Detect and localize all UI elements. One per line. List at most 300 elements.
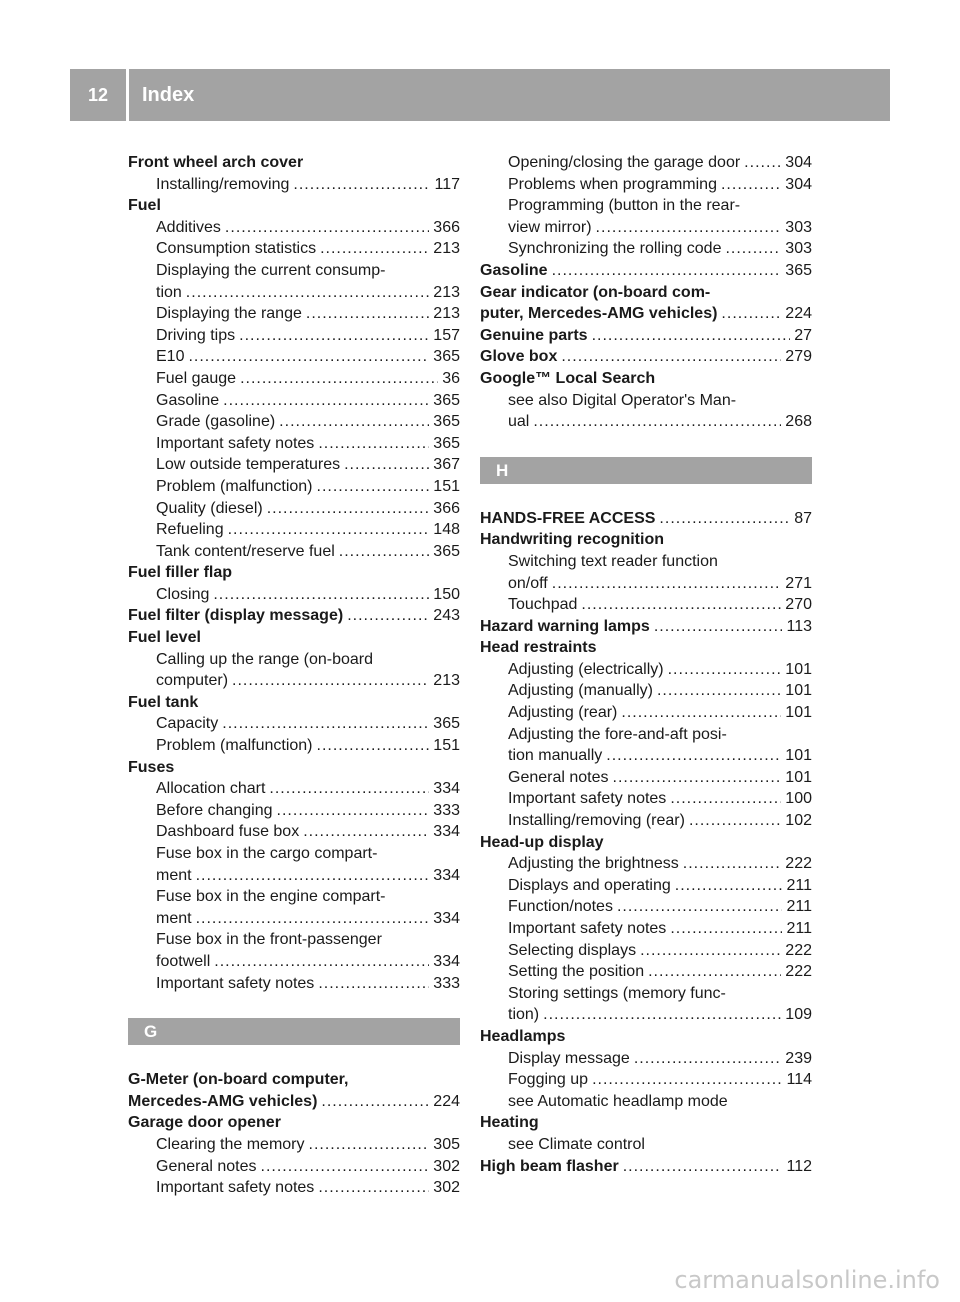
index-heading	[480, 282, 812, 304]
page-reference: 224	[785, 305, 812, 323]
dot-leader	[621, 702, 781, 724]
dot-leader	[347, 605, 429, 627]
index-subentry	[480, 174, 812, 196]
entry-text: Closing	[156, 585, 210, 603]
entry-text: Display message	[508, 1049, 630, 1067]
index-subentry	[128, 670, 460, 692]
page-reference: 213	[433, 240, 460, 258]
index-subentry	[128, 260, 460, 282]
index-heading	[480, 260, 812, 282]
page-reference: 101	[785, 660, 812, 678]
page-reference: 150	[433, 585, 460, 603]
entry-text: Displays and operating	[508, 876, 671, 894]
page-reference: 113	[786, 617, 812, 635]
index-subentry	[480, 702, 812, 724]
index-subentry	[480, 745, 812, 767]
entry-text: Installing/removing	[156, 175, 290, 193]
entry-text: Head restraints	[480, 639, 597, 657]
page-reference: 365	[433, 391, 460, 409]
entry-text: view mirror)	[508, 218, 592, 236]
page-reference: 334	[433, 780, 460, 798]
index-subentry	[480, 1048, 812, 1070]
index-heading	[128, 1112, 460, 1134]
index-subentry	[128, 929, 460, 951]
dot-leader	[240, 368, 438, 390]
dot-leader	[232, 670, 429, 692]
dot-leader	[196, 908, 430, 930]
index-subentry	[128, 498, 460, 520]
dot-leader	[668, 659, 782, 681]
page-reference: 304	[785, 154, 812, 171]
index-subentry	[480, 1134, 812, 1156]
index-heading	[480, 346, 812, 368]
entry-text: Capacity	[156, 715, 219, 733]
page-reference: 365	[433, 348, 460, 366]
index-subentry	[480, 659, 812, 681]
page-reference: 151	[433, 737, 460, 755]
index-heading	[480, 616, 812, 638]
entry-text: Mercedes-AMG vehicles)	[128, 1092, 318, 1110]
index-subentry	[128, 541, 460, 563]
dot-leader	[225, 217, 429, 239]
page-reference: 148	[433, 521, 460, 539]
page-reference: 333	[433, 801, 460, 819]
dot-leader	[303, 821, 429, 843]
index-subentry	[128, 346, 460, 368]
index-subentry	[128, 713, 460, 735]
dot-leader	[613, 767, 782, 789]
entry-text: Head-up display	[480, 833, 604, 851]
dot-leader	[675, 875, 783, 897]
page-reference: 157	[433, 326, 460, 344]
entry-text: Dashboard fuse box	[156, 823, 300, 841]
page-reference: 117	[434, 175, 460, 193]
dot-leader	[721, 174, 781, 196]
page-reference: 305	[433, 1135, 460, 1153]
index-heading	[480, 368, 812, 390]
page-reference: 366	[433, 218, 460, 236]
entry-text: Problem (malfunction)	[156, 477, 313, 495]
index-column-left	[128, 152, 460, 1199]
entry-text: Synchronizing the rolling code	[508, 240, 722, 258]
entry-text: Allocation chart	[156, 780, 266, 798]
entry-list-before	[480, 152, 812, 433]
dot-leader	[659, 508, 790, 530]
page-reference: 365	[785, 261, 812, 279]
page-reference: 101	[785, 768, 812, 786]
entry-text: Adjusting the fore-and-aft posi-	[508, 725, 727, 743]
page-reference: 365	[433, 413, 460, 431]
dot-leader	[657, 680, 781, 702]
page-reference: 243	[433, 607, 460, 625]
index-heading	[480, 637, 812, 659]
page-reference: 36	[442, 369, 460, 387]
entry-text: ual	[508, 413, 530, 431]
dot-leader	[654, 616, 783, 638]
page-reference: 366	[433, 499, 460, 517]
entry-text: Adjusting the brightness	[508, 855, 679, 873]
index-subentry	[480, 551, 812, 573]
entry-text: Calling up the range (on-board	[156, 650, 374, 668]
index-subentry	[128, 1134, 460, 1156]
index-subentry	[480, 217, 812, 239]
dot-leader	[683, 853, 782, 875]
index-subentry	[128, 390, 460, 412]
index-subentry	[480, 573, 812, 595]
entry-text: Fuel	[128, 197, 161, 215]
dot-leader	[318, 973, 429, 995]
page-reference: 365	[433, 434, 460, 452]
index-subentry	[128, 1156, 460, 1178]
entry-text: Adjusting (electrically)	[508, 660, 664, 678]
dot-leader	[552, 260, 782, 282]
index-subentry	[128, 282, 460, 304]
entry-text: E10	[156, 348, 185, 366]
page-reference: 151	[433, 477, 460, 495]
entry-text: Touchpad	[508, 596, 578, 614]
entry-text: Important safety notes	[508, 920, 667, 937]
page-reference: 302	[433, 1157, 460, 1175]
entry-text: Heating	[480, 1114, 539, 1132]
entry-text: Fuse box in the cargo compart-	[156, 845, 378, 862]
entry-text: Refueling	[156, 521, 224, 539]
entry-text: Additives	[156, 218, 221, 236]
index-heading	[480, 508, 812, 530]
index-subentry	[128, 951, 460, 973]
entry-text: Low outside temperatures	[156, 456, 341, 474]
page-reference: 334	[433, 909, 460, 927]
dot-leader	[261, 1156, 430, 1178]
entry-text: Fuel level	[128, 629, 201, 647]
index-subentry	[128, 886, 460, 908]
entry-text: Switching text reader function	[508, 552, 718, 570]
dot-leader	[344, 454, 429, 476]
entry-text: computer)	[156, 672, 229, 690]
entry-text: Displaying the current consump-	[156, 261, 386, 279]
dot-leader	[581, 594, 781, 616]
entry-text: see Climate control	[508, 1135, 645, 1153]
index-heading	[480, 832, 812, 854]
dot-leader	[725, 238, 781, 260]
index-subentry	[128, 821, 460, 843]
entry-text: Before changing	[156, 801, 273, 819]
dot-leader	[617, 896, 783, 918]
page-reference: 334	[433, 952, 460, 970]
index-subentry	[480, 411, 812, 433]
dot-leader	[634, 1048, 781, 1070]
index-subentry	[128, 174, 460, 196]
entry-text: Adjusting (manually)	[508, 682, 653, 700]
index-subentry	[128, 519, 460, 541]
entry-text: Handwriting recognition	[480, 531, 664, 549]
entry-text: Fuses	[128, 758, 175, 776]
entry-text: Grade (gasoline)	[156, 413, 276, 431]
dot-leader	[561, 346, 781, 368]
entry-text: General notes	[156, 1157, 257, 1175]
dot-leader	[670, 788, 781, 810]
entry-text: ment	[156, 866, 192, 884]
dot-leader	[744, 152, 781, 174]
entry-text: Function/notes	[508, 898, 613, 916]
entry-text: Clearing the memory	[156, 1135, 305, 1153]
page-reference: 101	[785, 704, 812, 722]
index-heading	[480, 325, 812, 347]
dot-leader	[543, 1004, 781, 1026]
index-heading	[128, 152, 460, 174]
index-subentry	[128, 454, 460, 476]
page-reference: 367	[433, 456, 460, 474]
dot-leader	[552, 573, 782, 595]
index-subentry	[480, 788, 812, 810]
entry-text: ment	[156, 909, 192, 927]
dot-leader	[267, 498, 430, 520]
page-reference: 101	[785, 682, 812, 700]
entry-text: Important safety notes	[508, 790, 667, 808]
entry-text: Important safety notes	[156, 974, 315, 992]
index-subentry	[480, 983, 812, 1005]
index-subentry	[128, 778, 460, 800]
index-subentry	[128, 735, 460, 757]
index-subentry	[128, 584, 460, 606]
entry-text: Selecting displays	[508, 941, 637, 959]
index-heading	[128, 757, 460, 779]
index-subentry	[480, 1069, 812, 1091]
entry-text: Headlamps	[480, 1027, 566, 1045]
watermark: carmanualsonline.info	[674, 1266, 940, 1294]
entry-text: Driving tips	[156, 326, 236, 344]
index-heading	[128, 195, 460, 217]
entry-text: Fuse box in the engine compart-	[156, 888, 386, 906]
page-reference: 112	[786, 1157, 812, 1175]
page-reference: 365	[433, 715, 460, 733]
page-reference: 333	[433, 974, 460, 992]
entry-text: tion manually	[508, 747, 603, 765]
page-reference: 211	[786, 920, 812, 937]
page-reference: 114	[786, 1071, 812, 1089]
page-reference: 303	[785, 240, 812, 258]
entry-text: Storing settings (memory func-	[508, 984, 726, 1002]
letter-heading-g: G	[128, 1018, 460, 1045]
page-reference: 213	[433, 305, 460, 323]
entry-text: Displaying the range	[156, 305, 302, 323]
entry-text: Fogging up	[508, 1071, 589, 1089]
index-subentry	[480, 767, 812, 789]
page-reference: 100	[785, 790, 812, 808]
page-reference: 271	[785, 574, 812, 592]
entry-text: Opening/closing the garage door	[508, 154, 741, 171]
dot-leader	[317, 476, 430, 498]
index-subentry	[128, 865, 460, 887]
dot-leader	[239, 325, 429, 347]
index-subentry	[128, 433, 460, 455]
index-subentry	[480, 390, 812, 412]
entry-text: tion	[156, 283, 182, 301]
entry-text: Adjusting (rear)	[508, 704, 618, 722]
page-reference: 211	[786, 898, 812, 916]
index-subentry	[128, 649, 460, 671]
entry-text: Front wheel arch cover	[128, 154, 304, 171]
index-heading	[128, 562, 460, 584]
entry-text: Setting the position	[508, 963, 645, 981]
dot-leader	[689, 810, 781, 832]
page-reference: 222	[785, 941, 812, 959]
index-subentry	[480, 1004, 812, 1026]
index-heading	[480, 1156, 812, 1178]
entry-list-after	[128, 1069, 460, 1199]
index-heading	[480, 1026, 812, 1048]
entry-text: Glove box	[480, 348, 558, 366]
entry-text: Hazard warning lamps	[480, 617, 650, 635]
index-subentry	[128, 476, 460, 498]
dot-leader	[318, 433, 429, 455]
index-subentry	[480, 961, 812, 983]
index-heading	[128, 605, 460, 627]
dot-leader	[648, 961, 781, 983]
page-reference: 304	[785, 175, 812, 193]
entry-text: Important safety notes	[156, 434, 315, 452]
index-column-right	[480, 152, 812, 1177]
entry-text: Problem (malfunction)	[156, 737, 313, 755]
dot-leader	[320, 238, 429, 260]
index-subentry	[128, 368, 460, 390]
index-heading	[128, 627, 460, 649]
page-reference: 334	[433, 823, 460, 841]
index-subentry	[480, 918, 812, 940]
dot-leader	[196, 865, 430, 887]
index-heading	[480, 303, 812, 325]
page-reference: 27	[794, 326, 812, 344]
entry-text: Gear indicator (on-board com-	[480, 283, 711, 301]
entry-text: G-Meter (on-board computer,	[128, 1071, 349, 1089]
index-subentry	[128, 238, 460, 260]
page-reference: 87	[794, 509, 812, 527]
page-reference: 102	[785, 812, 812, 830]
page-reference: 365	[433, 542, 460, 560]
dot-leader	[293, 174, 430, 196]
dot-leader	[606, 745, 781, 767]
index-subentry	[480, 152, 812, 174]
index-subentry	[128, 800, 460, 822]
index-subentry	[480, 1091, 812, 1113]
dot-leader	[339, 541, 430, 563]
page-reference: 101	[785, 747, 812, 765]
index-subentry	[128, 325, 460, 347]
dot-leader	[228, 519, 430, 541]
entry-text: Fuel filter (display message)	[128, 607, 344, 625]
page-number: 12	[87, 85, 109, 105]
page-reference: 268	[785, 413, 812, 431]
entry-text: Quality (diesel)	[156, 499, 263, 517]
page-reference: 211	[786, 876, 812, 894]
entry-text: Tank content/reserve fuel	[156, 542, 335, 560]
dot-leader	[596, 217, 782, 239]
index-subentry	[480, 810, 812, 832]
entry-list-before	[128, 152, 460, 994]
page-reference: 303	[785, 218, 812, 236]
index-subentry	[480, 853, 812, 875]
entry-list-after	[480, 508, 812, 1177]
page-reference: 302	[433, 1179, 460, 1197]
dot-leader	[277, 800, 430, 822]
section-title: Index	[142, 84, 195, 106]
entry-text: Fuse box in the front-passenger	[156, 931, 382, 949]
page-reference: 224	[433, 1092, 460, 1110]
letter-heading-h: H	[480, 457, 812, 484]
page-reference: 213	[433, 283, 460, 301]
entry-text: tion)	[508, 1006, 540, 1024]
index-subentry	[480, 594, 812, 616]
entry-text: puter, Mercedes-AMG vehicles)	[480, 305, 718, 323]
entry-text: Garage door opener	[128, 1114, 281, 1132]
entry-text: High beam flasher	[480, 1157, 619, 1175]
entry-text: General notes	[508, 768, 609, 786]
entry-text: Fuel tank	[128, 693, 199, 711]
entry-text: Fuel gauge	[156, 369, 237, 387]
index-heading	[128, 1069, 460, 1091]
index-subentry	[480, 195, 812, 217]
dot-leader	[223, 390, 429, 412]
entry-text: footwell	[156, 952, 211, 970]
index-subentry	[480, 680, 812, 702]
index-subentry	[128, 217, 460, 239]
dot-leader	[269, 778, 429, 800]
index-heading	[480, 529, 812, 551]
dot-leader	[533, 411, 781, 433]
entry-text: Programming (button in the rear-	[508, 197, 741, 215]
page-reference: 222	[785, 963, 812, 981]
entry-text: Gasoline	[156, 391, 220, 409]
dot-leader	[592, 1069, 782, 1091]
dot-leader	[321, 1091, 429, 1113]
dot-leader	[214, 951, 429, 973]
entry-text: Gasoline	[480, 261, 548, 279]
index-subentry	[128, 908, 460, 930]
entry-text: Genuine parts	[480, 326, 588, 344]
entry-text: Installing/removing (rear)	[508, 812, 685, 830]
dot-leader	[186, 282, 430, 304]
entry-text: Fuel filler flap	[128, 564, 233, 582]
header-divider	[126, 69, 129, 121]
dot-leader	[640, 940, 781, 962]
dot-leader	[188, 346, 429, 368]
index-subentry	[128, 1177, 460, 1199]
index-subentry	[480, 875, 812, 897]
index-subentry	[480, 896, 812, 918]
index-subentry	[128, 843, 460, 865]
index-subentry	[128, 303, 460, 325]
page-reference: 239	[785, 1049, 812, 1067]
entry-text: see also Digital Operator's Man-	[508, 391, 737, 409]
index-heading	[128, 1091, 460, 1113]
dot-leader	[318, 1177, 429, 1199]
page-reference: 279	[785, 348, 812, 366]
dot-leader	[721, 303, 781, 325]
dot-leader	[317, 735, 430, 757]
dot-leader	[623, 1156, 783, 1178]
dot-leader	[592, 325, 791, 347]
dot-leader	[309, 1134, 430, 1156]
entry-text: Consumption statistics	[156, 240, 317, 258]
page-reference: 213	[433, 672, 460, 690]
index-subentry	[480, 238, 812, 260]
dot-leader	[213, 584, 429, 606]
dot-leader	[279, 411, 429, 433]
entry-text: HANDS-FREE ACCESS	[480, 509, 656, 527]
index-subentry	[128, 411, 460, 433]
index-subentry	[128, 973, 460, 995]
dot-leader	[222, 713, 429, 735]
entry-text: Problems when programming	[508, 175, 717, 193]
